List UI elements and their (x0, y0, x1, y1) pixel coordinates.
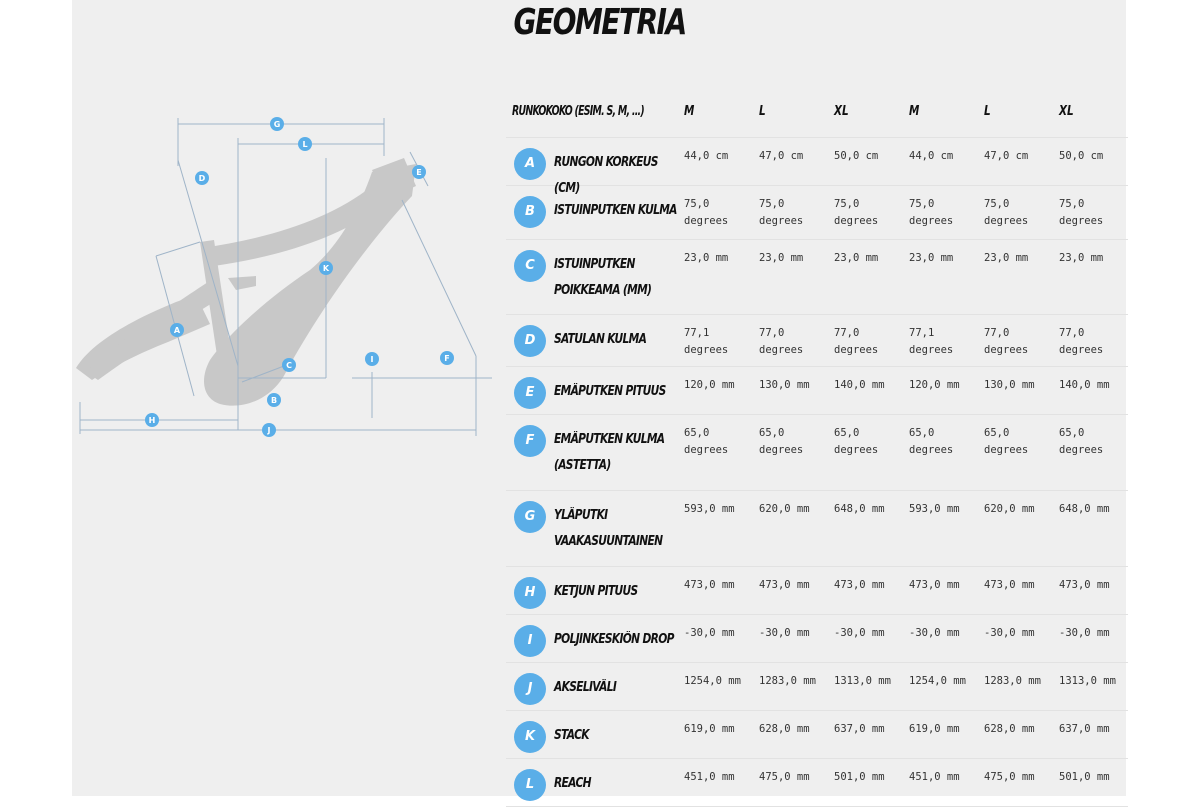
table-cell: 77,0 degrees (759, 327, 804, 356)
table-cell: 77,1 degrees (684, 327, 729, 356)
table-cell: 637,0 mm (834, 723, 885, 735)
geometry-table (506, 90, 1128, 807)
table-cell: 501,0 mm (834, 771, 885, 783)
diagram-letter: K (322, 264, 330, 273)
table-header-row (506, 90, 1128, 138)
table-cell: 65,0 degrees (834, 427, 879, 456)
table-row (506, 663, 1128, 711)
dimension-label: EMÄPUTKEN PITUUS (554, 384, 666, 399)
table-cell: 475,0 mm (759, 771, 810, 783)
table-cell: 637,0 mm (1059, 723, 1110, 735)
table-cell: 77,0 degrees (1059, 327, 1104, 356)
diagram-letter: J (267, 426, 271, 435)
table-cell: -30,0 mm (909, 627, 960, 639)
table-cell: 501,0 mm (1059, 771, 1110, 783)
table-cell: -30,0 mm (684, 627, 735, 639)
table-body (506, 138, 1128, 807)
table-cell: 44,0 cm (909, 150, 954, 162)
dimension-badges (145, 117, 454, 437)
table-cell: 619,0 mm (909, 723, 960, 735)
diagram-letter: I (370, 355, 374, 364)
table-row (506, 240, 1128, 315)
table-row (506, 491, 1128, 567)
table-cell: 593,0 mm (909, 503, 960, 515)
table-row (506, 711, 1128, 759)
table-cell: 473,0 mm (909, 579, 960, 591)
table-cell: 44,0 cm (684, 150, 729, 162)
table-cell: 451,0 mm (909, 771, 960, 783)
table-row (506, 415, 1128, 491)
diagram-letter: G (273, 120, 281, 129)
diagram-letter: E (416, 168, 422, 177)
table-cell: 23,0 mm (834, 252, 879, 264)
table-row (506, 138, 1128, 196)
table-row (506, 315, 1128, 367)
table-cell: 648,0 mm (1059, 503, 1110, 515)
diagram-letter: A (173, 326, 181, 335)
table-cell: 77,1 degrees (909, 327, 954, 356)
dimension-label: SATULAN KULMA (554, 332, 647, 347)
table-cell: 75,0 degrees (684, 198, 729, 227)
dimension-badge: E (514, 377, 546, 409)
table-cell: 77,0 degrees (984, 327, 1029, 356)
dimension-badge: L (514, 769, 546, 801)
dimension-label: REACH (554, 776, 591, 791)
table-cell: 23,0 mm (684, 252, 729, 264)
table-cell: 65,0 degrees (1059, 427, 1104, 456)
table-cell: 473,0 mm (759, 579, 810, 591)
table-cell: 628,0 mm (984, 723, 1035, 735)
table-cell: 77,0 degrees (834, 327, 879, 356)
dimension-badge: A (514, 148, 546, 180)
table-cell: 23,0 mm (909, 252, 954, 264)
dimension-badge: I (514, 625, 546, 657)
table-cell: -30,0 mm (1059, 627, 1110, 639)
table-cell: 75,0 degrees (834, 198, 879, 227)
diagram-letter: C (286, 361, 292, 370)
size-header: L (984, 104, 991, 119)
dimension-label: YLÄPUTKI VAAKASUUNTAINEN (554, 508, 663, 549)
table-cell: 451,0 mm (684, 771, 735, 783)
size-header: L (759, 104, 766, 119)
dimension-label: STACK (554, 728, 589, 743)
table-cell: 140,0 mm (834, 379, 885, 391)
dimension-badge: C (514, 250, 546, 282)
table-cell: 120,0 mm (909, 379, 960, 391)
table-cell: 65,0 degrees (984, 427, 1029, 456)
table-cell: 1254,0 mm (684, 675, 741, 687)
size-column-header: RUNKOKOKO (ESIM. S, M, ...) (512, 104, 644, 119)
size-header: M (909, 104, 920, 119)
size-header: XL (1059, 104, 1074, 119)
size-header: XL (834, 104, 849, 119)
table-cell: 65,0 degrees (759, 427, 804, 456)
table-cell: 473,0 mm (1059, 579, 1110, 591)
dimension-badge: D (514, 325, 546, 357)
size-header: M (684, 104, 695, 119)
table-cell: 473,0 mm (834, 579, 885, 591)
diagram-letter: L (302, 140, 308, 149)
dimension-label: EMÄPUTKEN KULMA (ASTETTA) (554, 432, 665, 473)
table-cell: 50,0 cm (1059, 150, 1104, 162)
table-cell: 65,0 degrees (684, 427, 729, 456)
diagram-letter: D (198, 174, 206, 183)
page-title: GEOMETRIA (513, 2, 686, 43)
table-row (506, 615, 1128, 663)
table-cell: 130,0 mm (984, 379, 1035, 391)
table-cell: 628,0 mm (759, 723, 810, 735)
bike-frame-silhouette (76, 158, 416, 406)
table-cell: 75,0 degrees (1059, 198, 1104, 227)
table-cell: 75,0 degrees (909, 198, 954, 227)
dimension-lines (80, 118, 492, 436)
table-cell: 47,0 cm (759, 150, 804, 162)
table-cell: 620,0 mm (759, 503, 810, 515)
dimension-badge: F (514, 425, 546, 457)
table-cell: 1313,0 mm (834, 675, 891, 687)
dimension-badge: G (514, 501, 546, 533)
table-cell: 648,0 mm (834, 503, 885, 515)
table-row (506, 367, 1128, 415)
table-cell: -30,0 mm (984, 627, 1035, 639)
dimension-label: ISTUINPUTKEN POIKKEAMA (MM) (554, 257, 652, 298)
table-cell: 75,0 degrees (759, 198, 804, 227)
table-cell: 120,0 mm (684, 379, 735, 391)
table-cell: 75,0 degrees (984, 198, 1029, 227)
dimension-label: AKSELIVÄLI (554, 680, 617, 695)
dimension-label: POLJINKESKIÖN DROP (554, 632, 674, 647)
table-cell: -30,0 mm (834, 627, 885, 639)
table-cell: 47,0 cm (984, 150, 1029, 162)
dimension-label: ISTUINPUTKEN KULMA (554, 203, 677, 218)
dimension-badge: B (514, 196, 546, 228)
table-cell: 130,0 mm (759, 379, 810, 391)
table-cell: 1254,0 mm (909, 675, 966, 687)
diagram-letter: F (444, 354, 450, 363)
table-cell: 475,0 mm (984, 771, 1035, 783)
dimension-label: RUNGON KORKEUS (CM) (554, 155, 658, 196)
table-cell: 1283,0 mm (759, 675, 816, 687)
table-cell: 23,0 mm (1059, 252, 1104, 264)
table-cell: 23,0 mm (984, 252, 1029, 264)
dimension-badge: J (514, 673, 546, 705)
frame-geometry-diagram (72, 110, 492, 440)
table-cell: 23,0 mm (759, 252, 804, 264)
diagram-letter: H (148, 416, 156, 425)
table-cell: -30,0 mm (759, 627, 810, 639)
diagram-letter: B (270, 396, 278, 405)
table-cell: 140,0 mm (1059, 379, 1110, 391)
dimension-label: KETJUN PITUUS (554, 584, 638, 599)
table-cell: 593,0 mm (684, 503, 735, 515)
table-cell: 473,0 mm (984, 579, 1035, 591)
table-cell: 473,0 mm (684, 579, 735, 591)
table-row (506, 567, 1128, 615)
table-cell: 619,0 mm (684, 723, 735, 735)
table-cell: 1313,0 mm (1059, 675, 1116, 687)
table-cell: 1283,0 mm (984, 675, 1041, 687)
table-cell: 65,0 degrees (909, 427, 954, 456)
table-row (506, 186, 1128, 240)
table-cell: 50,0 cm (834, 150, 879, 162)
table-cell: 620,0 mm (984, 503, 1035, 515)
dimension-badge: K (514, 721, 546, 753)
dimension-badge: H (514, 577, 546, 609)
